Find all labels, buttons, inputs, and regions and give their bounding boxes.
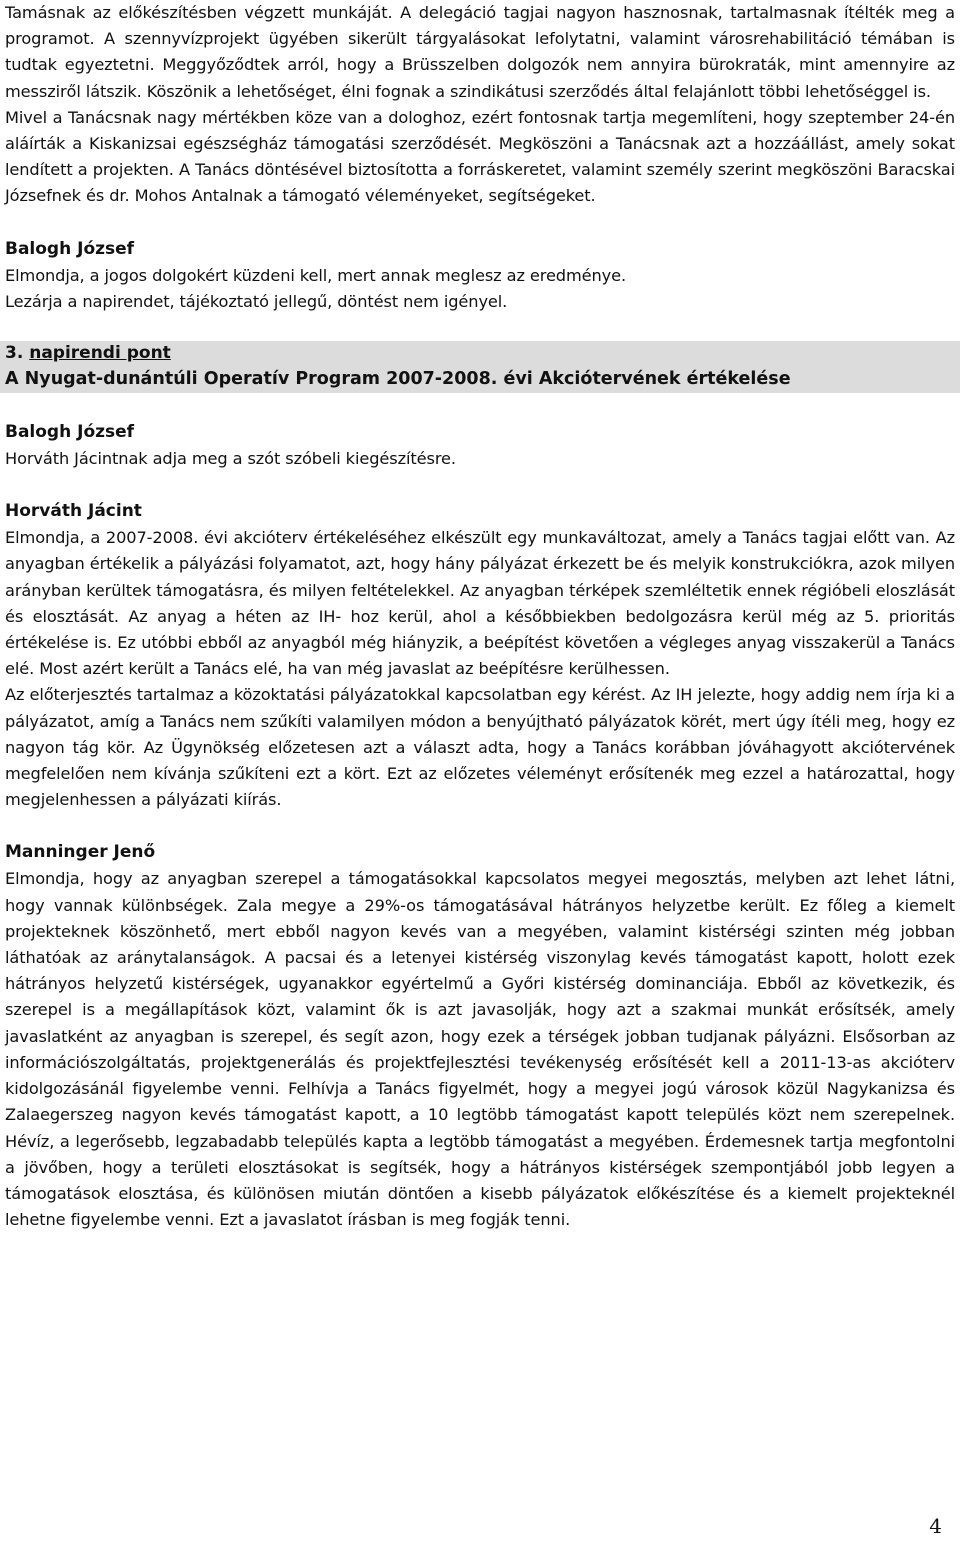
speech-paragraph: Elmondja, hogy az anyagban szerepel a támogatásokkal kapcsolatos megyei megosztás, melyben azt lehet látni, hogy vannak különbségek. Zala megye a 29%-os támogatásával hátrányos helyzetbe került. Ez főleg a kiemelt projekteknek köszönhető, mert ebből nagyon kevés van a megyében, valamint kistérségi szinten még jobban láthatóak az aránytalanságok. A pacsai és a letenyei kistérség viszonylag kevés támogatást kapott, holott ezek hátrányos helyzetű kistérségek, ugyanakkor egyértelmű a Győri kistérség dominanciája. Ebből az következik, és szerepel is a megállapítások közt, valamint ők is azt javasolják, hogy azt a szakmai munkát erősítsék, amely javaslatként az anyagban is szerepel, és segít azon, hogy ezek a térségek jobban tudjanak pályázni. Elsősorban az információszolgáltatás, projektgenerálás és projektfejlesztési tevékenység erősítését kell a 2011-13-as akcióterv kidolgozásánál figyelembe venni. Felhívja a Tanács figyelmét, hogy a megyei jogú városok közül Nagykanizsa és Zalaegerszeg nagyon kevés támogatást kapott, a 10 legtöbb támogatást kapott település közt nem szerepelnek. Hévíz, a legerősebb, legzabadabb település kapta a legtöbb támogatást a megyében. Érdemesnek tartja megfontolni a jövőben, hogy a területi elosztásokat is segítsék, hogy a hátrányos kistérségek szempontjából jobb legyen a támogatások elosztása, és különösen miután döntően a kisebb pályázatok előkészítése és a kiemelt projekteknél lehetne figyelembe venni. Ezt a javaslatot írásban is meg fogják tenni. [5,869,955,1230]
agenda-title: A Nyugat-dunántúli Operatív Program 2007-2008. évi Akciótervének értékelése [5,369,791,390]
speaker-name: Manninger Jenő [5,842,156,863]
speaker-name: Balogh József [5,422,135,443]
speaker-name: Balogh József [5,238,135,259]
agenda-label: napirendi pont [29,343,171,364]
paragraph-council: Mivel a Tanácsnak nagy mértékben köze van a dologhoz, ezért fontosnak tartja megemlíteni, hogy szeptember 24-én aláírták a Kiskanizsai egészségház támogatási szerződését. Megköszöni a Tanácsnak azt a hozzáállást, amely sokat lendített a projekten. A Tanács döntésével biztosította a forráskeretet, valamint személy szerint megköszöni Baracskai Józsefnek és dr. Mohos Antalnak a támogató véleményeket, segítségeket. [5,107,955,206]
agenda-heading [0,341,960,393]
speaker-name: Horváth Jácint [5,501,142,522]
speech-paragraph: Az előterjesztés tartalmaz a közoktatási pályázatokkal kapcsolatban egy kérést. Az IH jelezte, hogy addig nem írja ki a pályázatot, amíg a Tanács nem szűkíti valamilyen módon a benyújtható pályázatok körét, mert úgy ítéli meg, hogy ez nagyon tág kör. Az Ügynökség előzetesen azt a választ adta, hogy a Tanács korábban jóváhagyott akciótervének megfelelően nem kívánja szűkíteni ezt a kört. Ezt az előzetes véleményt erősítenék meg ezzel a határozattal, hogy megjelenhessen a pályázati kiírás. [5,685,955,810]
speech-text: Horváth Jácintnak adja meg a szót szóbeli kiegészítésre. [5,449,456,469]
document-page [5,0,955,1233]
page-number: 4 [929,1514,942,1538]
speech-paragraph: Elmondja, a 2007-2008. évi akcióterv értékeléséhez elkészült egy munkaváltozat, amely a Tanács tagjai előtt van. Az anyagban értékelik a pályázási folyamatot, azt, hogy hány pályázat érkezett be és melyik konstrukciókra, azok milyen arányban kerültek támogatásra, és milyen feltételekkel. Az anyagban térképek szemléltetik ennek régióbeli eloszlását és elosztását. Az anyag a héten az IH- hoz kerül, ahol a későbbiekben bedolgozásra kerül még az 5. prioritás értékelése is. Ez utóbbi ebből az anyagból még hiányzik, a beépítést követően a végleges anyag visszakerül a Tanács elé. Most azért került a Tanács elé, ha van még javaslat az beépítésre kerülhessen. [5,528,955,679]
agenda-number: 3. [5,343,24,364]
speech-line: Lezárja a napirendet, tájékoztató jellegű, döntést nem igényel. [5,291,508,311]
paragraph-delegation: Tamásnak az előkészítésben végzett munkáját. A delegáció tagjai nagyon hasznosnak, tartalmasnak ítélték meg a programot. A szennyvízprojekt ügyében sikerült tárgyalásokat lefolytatni, valamint városrehabilitáció témában is tudtak egyeztetni. Meggyőződtek arról, hogy a Brüsszelben dolgozók nem annyira bürokraták, mint amennyire az messziről látszik. Köszönik a lehetőséget, élni fognak a szindikátusi szerződés által felajánlott többi lehetőséggel is. [5,3,955,101]
speech-line: Elmondja, a jogos dolgokért küzdeni kell, mert annak meglesz az eredménye. [5,265,627,285]
agenda-number-line [5,341,960,366]
